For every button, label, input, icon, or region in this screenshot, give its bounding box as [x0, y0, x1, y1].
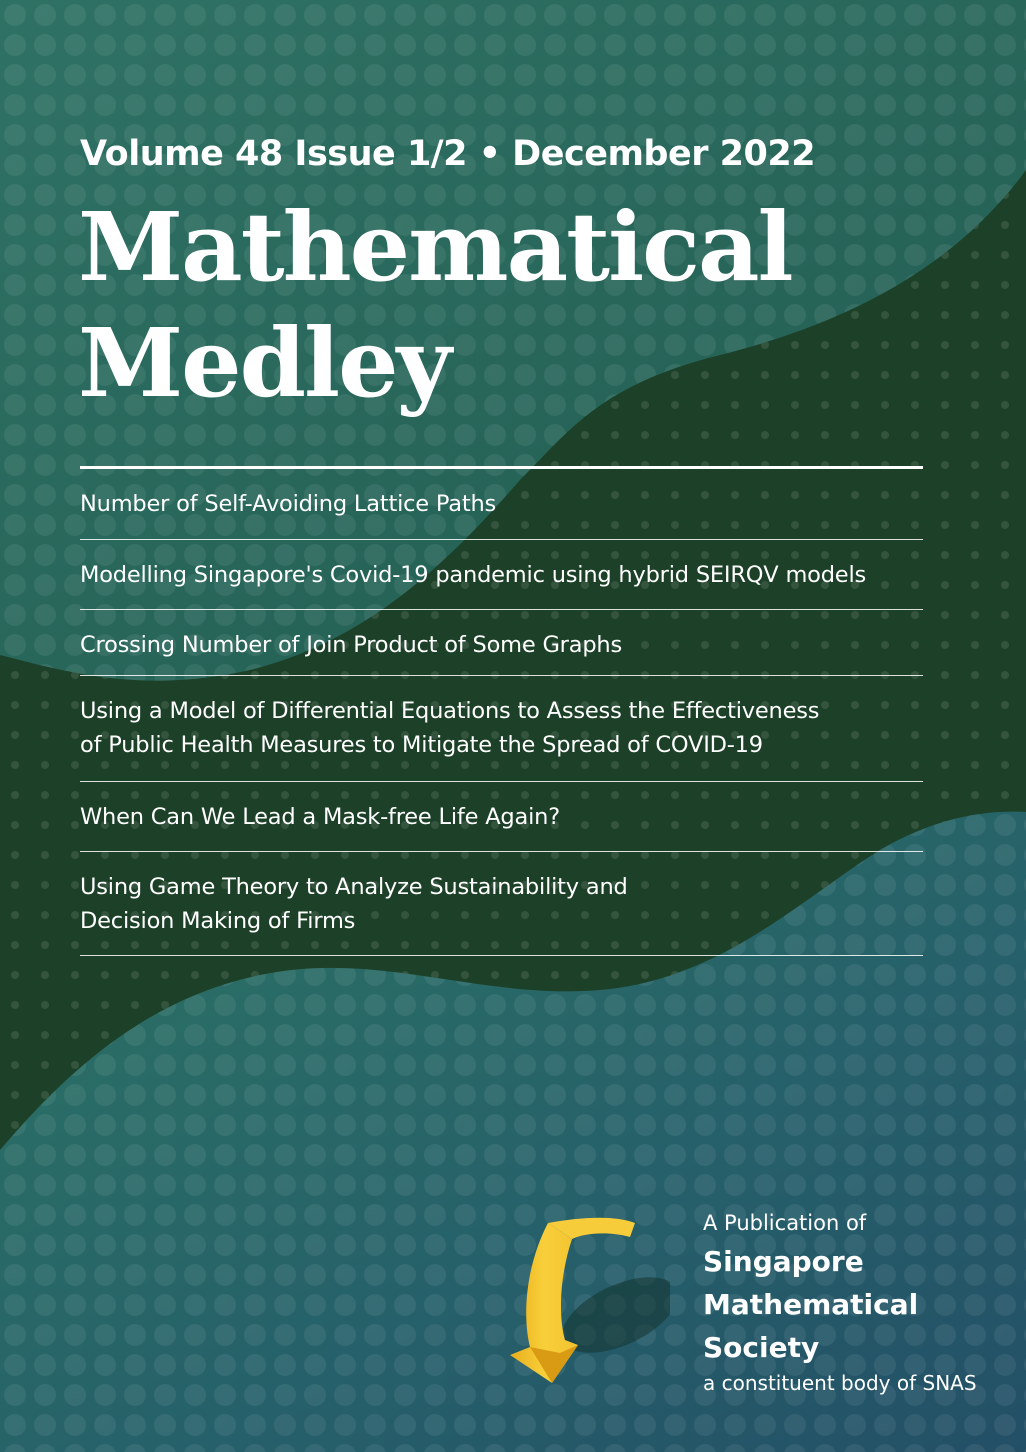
title-line: Medley: [78, 308, 450, 419]
issue-line: Volume 48 Issue 1/2 • December 2022: [80, 134, 816, 174]
publisher-subtitle: a constituent body of SNAS: [703, 1371, 977, 1395]
article-title-line: Decision Making of Firms: [80, 908, 356, 934]
article-item: [80, 469, 923, 540]
article-title: Number of Self-Avoiding Lattice Paths: [80, 491, 497, 517]
article-item: [80, 852, 923, 956]
article-title: Crossing Number of Join Product of Some Graphs: [80, 632, 622, 658]
article-item: [80, 676, 923, 782]
publisher-intro: A Publication of: [703, 1211, 867, 1235]
publisher-block: [703, 1208, 977, 1397]
article-item: [80, 610, 923, 676]
article-title-line: Using a Model of Differential Equations to Assess the Effectiveness: [80, 698, 820, 724]
article-list: [80, 469, 923, 956]
article-item: [80, 782, 923, 852]
title-line: Mathematical: [78, 192, 792, 303]
article-item: [80, 540, 923, 610]
publisher-name: [703, 1240, 977, 1369]
yellow-curved-arrow-logo-icon: [490, 1205, 670, 1395]
publisher-name-line: Society: [703, 1331, 820, 1364]
publisher-name-line: Mathematical: [703, 1288, 919, 1321]
journal-title: [78, 190, 792, 422]
article-title: Modelling Singapore's Covid-19 pandemic using hybrid SEIRQV models: [80, 562, 867, 588]
article-title: When Can We Lead a Mask-free Life Again?: [80, 804, 560, 830]
publisher-name-line: Singapore: [703, 1245, 864, 1278]
article-title-line: Using Game Theory to Analyze Sustainability and: [80, 874, 628, 900]
article-title-line: of Public Health Measures to Mitigate the Spread of COVID-19: [80, 732, 763, 758]
